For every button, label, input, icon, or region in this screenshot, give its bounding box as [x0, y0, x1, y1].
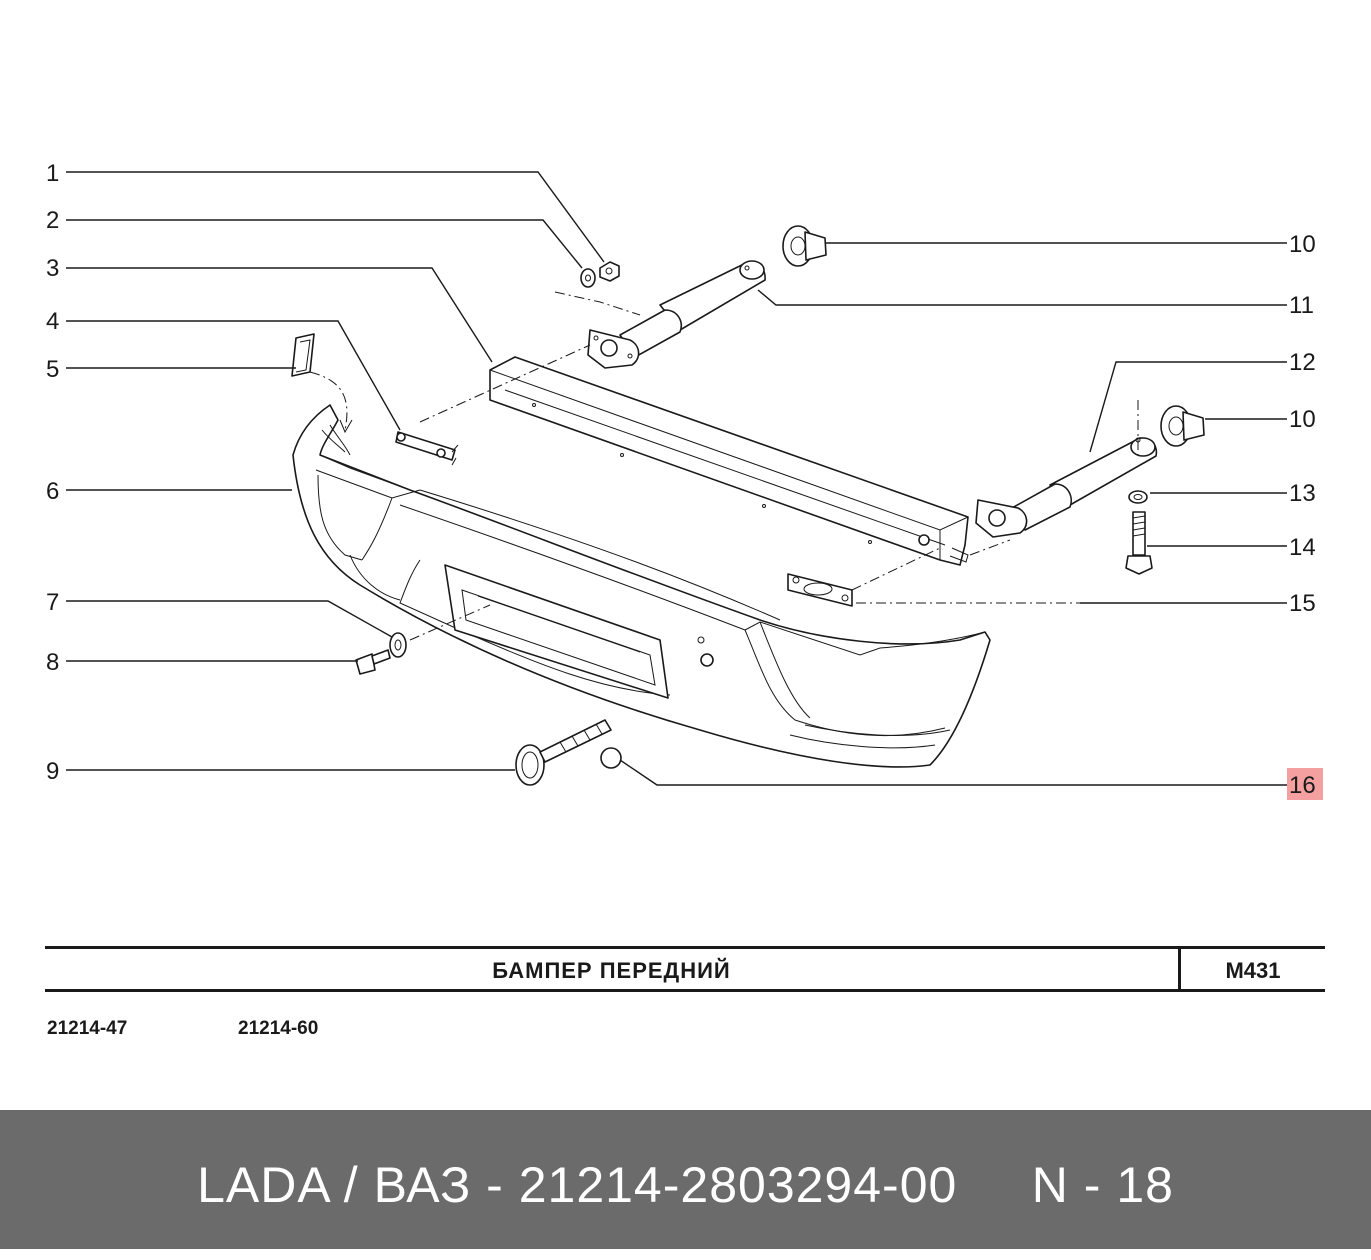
bolt — [356, 650, 390, 674]
bumper-beam — [490, 357, 968, 565]
callout-6: 6 — [46, 478, 60, 505]
callout-8: 8 — [46, 649, 60, 676]
spring-washer — [1129, 491, 1147, 503]
model-number-1: 21214-47 — [47, 1018, 128, 1039]
tow-eye — [516, 720, 611, 785]
callout-16: 16 — [1289, 772, 1316, 799]
rubber-buffer-left — [783, 226, 826, 266]
diagram-title: БАМПЕР ПЕРЕДНИЙ — [492, 958, 731, 983]
long-bolt — [1126, 512, 1152, 574]
clamp-plate — [788, 574, 852, 606]
callout-10-top: 10 — [1289, 231, 1316, 258]
callout-12: 12 — [1289, 349, 1316, 376]
callout-7: 7 — [46, 589, 60, 616]
callout-5: 5 — [46, 356, 60, 383]
callout-2: 2 — [46, 207, 60, 234]
diagram-code: M431 — [1225, 958, 1281, 983]
callout-13: 13 — [1289, 480, 1316, 507]
callout-3: 3 — [46, 255, 60, 282]
nut — [600, 262, 619, 281]
callout-11: 11 — [1289, 292, 1314, 319]
callout-9: 9 — [46, 758, 60, 785]
callout-15: 15 — [1289, 590, 1316, 617]
rubber-buffer-right — [1161, 406, 1204, 446]
stud-plate — [396, 432, 458, 465]
callout-10-bottom: 10 — [1289, 406, 1316, 433]
right-bracket-tube — [976, 438, 1156, 537]
plug — [601, 748, 621, 768]
bumper-cover — [293, 405, 990, 767]
part-number-caption: LADA / ВАЗ - 21214-2803294-00 N - 18 — [197, 1157, 1174, 1213]
callout-1: 1 — [46, 160, 60, 187]
callout-4: 4 — [46, 308, 60, 335]
model-number-2: 21214-60 — [238, 1018, 319, 1039]
washer — [581, 269, 595, 287]
footer-bar — [0, 1110, 1371, 1249]
lock-washer — [390, 633, 406, 657]
title-block — [45, 946, 1325, 992]
callout-14: 14 — [1289, 534, 1316, 561]
